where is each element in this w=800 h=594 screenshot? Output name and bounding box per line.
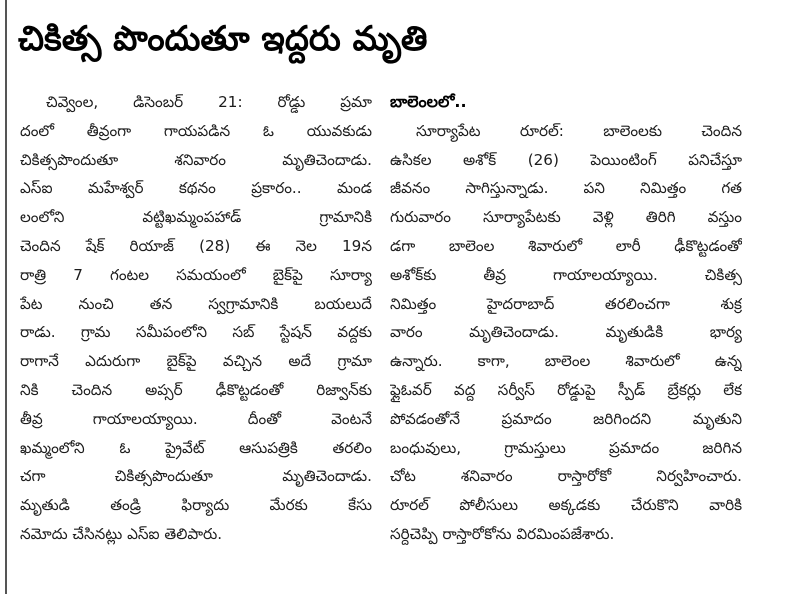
article-line: చివ్వెంల, డిసెంబర్ 21: రోడ్డు ప్రమా bbox=[46, 93, 372, 111]
article-line: దంలో తీవ్రంగా గాయపడిన ఓ యువకుడు bbox=[20, 121, 372, 140]
article-line: అశోక్‌కు తీవ్ర గాయాలయ్యాయి. చికిత్స bbox=[390, 265, 742, 284]
right-article bbox=[390, 88, 742, 549]
article-line: పోవడంతోనే ప్రమాదం జరిగిందని మృతుని bbox=[390, 409, 742, 428]
page-left-border bbox=[5, 0, 7, 594]
article-line: తీవ్ర గాయాలయ్యాయి. దీంతో వెంటనే bbox=[20, 409, 372, 428]
article-line: నమోదు చేసినట్లు ఎస్‌ఐ తెలిపారు. bbox=[20, 524, 223, 543]
article-line: ఉన్నారు. కాగా, బాలెంల శివారులో ఉన్న bbox=[390, 352, 742, 371]
article-line: సూర్యాపేట రూరల్: బాలెంలకు చెందిన bbox=[416, 121, 742, 140]
right-article-subhead: బాలెంలలో.. bbox=[390, 92, 467, 111]
article-line: నికి చెందిన అప్సర్ ఢీకొట్టడంతో రిజ్వాన్‌కు bbox=[20, 380, 372, 399]
article-line: బంధువులు, గ్రామస్తులు ప్రమాదం జరిగిన bbox=[390, 438, 742, 457]
article-line: రాడు. గ్రామ సమీపంలోని సబ్ స్టేషన్ వద్దకు bbox=[20, 323, 372, 342]
article-line: నిమిత్తం హైదరాబాద్ తరలించగా శుక్ర bbox=[390, 294, 742, 313]
article-line: రూరల్ పోలీసులు అక్కడకు చేరుకొని వారికి bbox=[390, 496, 742, 515]
article-line: చోట శనివారం రాస్తారోకో నిర్వహించారు. bbox=[390, 467, 742, 486]
headline: చికిత్స పొందుతూ ఇద్దరు మృతి bbox=[18, 19, 428, 59]
article-line: ఎస్‌ఐ మహేశ్వర్ కథనం ప్రకారం.. మండ bbox=[20, 179, 372, 198]
article-line: చగా చికిత్సపొందుతూ మృతిచెందాడు. bbox=[20, 467, 372, 486]
article-line: లంలోని వట్టిఖమ్మంపహాడ్ గ్రామానికి bbox=[20, 208, 372, 227]
article-line: సర్దిచెప్పి రాస్తారోకోను విరమింపజేశారు. bbox=[390, 524, 615, 543]
article-line: ఖమ్మంలోని ఓ ప్రైవేట్ ఆసుపత్రికి తరలిం bbox=[20, 438, 372, 457]
article-line: ఫ్లైఓవర్ వద్ద సర్వీస్ రోడ్డుపై స్పీడ్ బ్రేకర్లు లేక bbox=[390, 380, 742, 399]
article-line: చికిత్సపొందుతూ శనివారం మృతిచెందాడు. bbox=[20, 150, 372, 169]
article-line: ఉసికల అశోక్ (26) పెయింటింగ్ పనిచేస్తూ bbox=[390, 150, 742, 169]
article-line: జీవనం సాగిస్తున్నాడు. పని నిమిత్తం గత bbox=[390, 179, 742, 198]
article-line: డగా బాలెంల శివారులో లారీ ఢీకొట్టడంతో bbox=[390, 236, 742, 255]
article-line: రాత్రి 7 గంటల సమయంలో బైక్‌పై సూర్యా bbox=[20, 265, 372, 284]
article-line: పేట నుంచి తన స్వగ్రామానికి బయలుదే bbox=[20, 294, 372, 313]
article-line: వారం మృతిచెందాడు. మృతుడికి భార్య bbox=[390, 323, 742, 342]
article-line: చెందిన షేక్ రియాజ్ (28) ఈ నెల 19న bbox=[20, 236, 372, 255]
article-line: మృతుడి తండ్రి ఫిర్యాదు మేరకు కేసు bbox=[20, 496, 372, 515]
left-article bbox=[20, 88, 372, 549]
article-line: రాగానే ఎదురుగా బైక్‌పై వచ్చిన అదే గ్రామా bbox=[20, 352, 372, 371]
article-line: గురువారం సూర్యాపేటకు వెళ్లి తిరిగి వస్తుం bbox=[390, 208, 742, 227]
